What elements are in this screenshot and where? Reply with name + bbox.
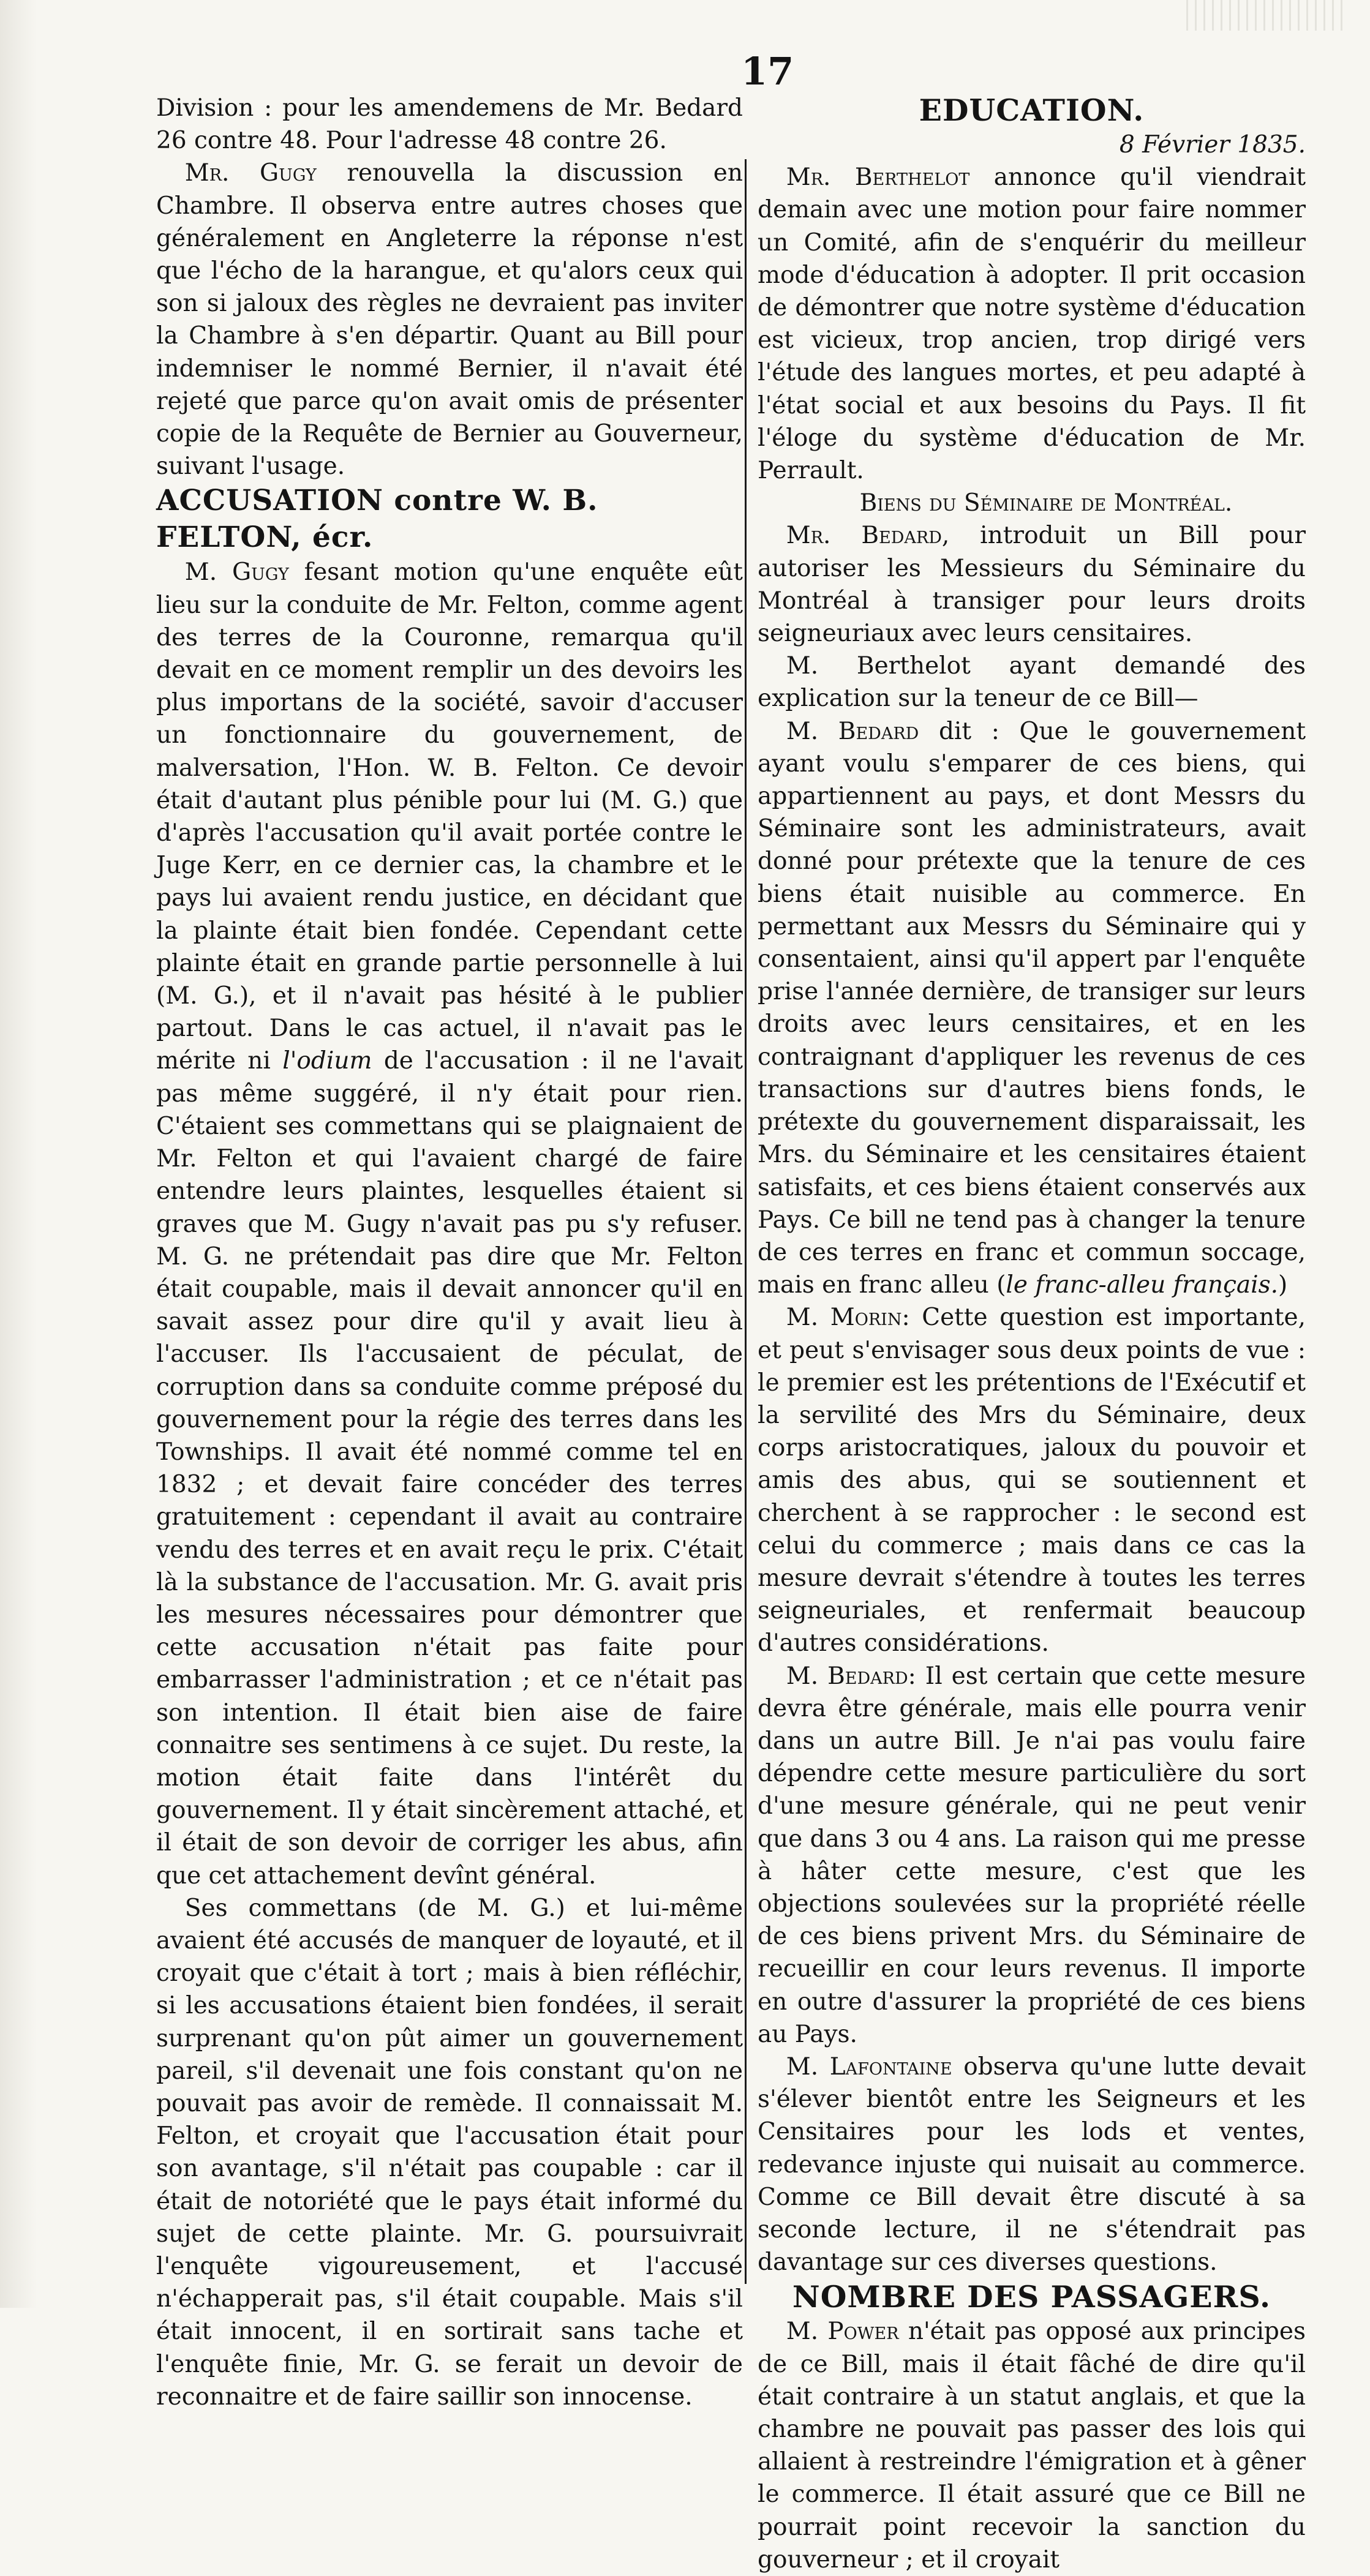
column-divider	[745, 159, 747, 2284]
seminaire-subheading: Biens du Séminaire de Montréal.	[859, 489, 1233, 517]
page-number: 17	[741, 49, 794, 94]
speaker-bedard-2: M. Bedard	[786, 717, 919, 745]
bedard-paragraph-2	[758, 715, 1306, 1302]
bedard3-text: : Il est certain que cette mesure devra être générale, mais elle pourra venir dans un autre Bill. Je n'ai pas voulu faire dépendre cette mesure particulière du sort d'une mesure générale, qui ne peut venir que dans 3 ou 4 ans. La raison qui me presse à hâter cette mesure, c'est que les objections soulevées sur la propriété réelle de ces biens privent Mrs. du Séminaire de recueillir en cour leurs revenus. Il importe en outre d'assurer la propriété de ces biens au Pays.	[758, 1662, 1306, 2048]
power-text: n'était pas opposé aux principes de ce Bill, mais il était fâché de dire qu'il était contraire à un statut anglais, et que la chambre ne pouvait pas passer des lois qui allaient à restreindre l'émigration et à gêner le commerce. Il était assuré que ce Bill ne pourrait point recevoir la sanction du gouverneur ; et il croyait	[758, 2318, 1306, 2574]
passagers-heading: NOMBRE DES PASSAGERS.	[792, 2279, 1271, 2315]
speaker-power: M. Power	[786, 2318, 899, 2346]
bedard2-text: dit : Que le gouvernement ayant voulu s'emparer de ces biens, qui appartiennent au pays, et dont Messrs du Séminaire sont les administrateurs, avait donné pour prétexte que la tenure de ces biens était nuisible au commerce. En permettant aux Messrs du Séminaire qui y consentaient, ainsi qu'il appert par l'enquête prise l'année dernière, de transiger sur leurs droits avec leurs censitaires, et en les contraignant d'appliquer les revenus de ces transactions sur d'autres biens fonds, le prétexte du gouvernement disparaissait, les Mrs. du Séminaire et les censitaires étaient satisfaits, et ces biens étaient conservés aux Pays. Ce bill ne tend pas à changer la tenure de ces terres en franc et commun soccage, mais en franc alleu (	[758, 717, 1306, 1299]
lafontaine-text: observa qu'une lutte devait s'élever bientôt entre les Seigneurs et les Censitaires pour les lods et ventes, redevance injuste qui nuisait au commerce. Comme ce Bill devait être discuté à sa seconde lecture, il ne s'étendrait pas davantage sur ces diverses questions.	[758, 2052, 1306, 2277]
bedard-paragraph-3	[758, 1660, 1306, 2051]
scan-speckle	[1186, 0, 1346, 31]
bedard1-text: introduit un Bill pour autoriser les Messieurs du Séminaire du Montréal à transiger pour leurs droits seigneuriaux avec leurs censitaires.	[758, 522, 1306, 648]
bedard-paragraph-1	[758, 519, 1306, 650]
scan-edge-shadow	[0, 0, 37, 2308]
education-heading: EDUCATION.	[919, 92, 1145, 128]
speaker-berthelot: Mr. Berthelot	[786, 163, 970, 192]
lafontaine-paragraph	[758, 2051, 1306, 2278]
left-column	[156, 92, 743, 2411]
felton-accusation-heading: ACCUSATION contre W. B. FELTON, écr.	[156, 484, 598, 555]
gugy-intro-text: renouvella la discussion en Chambre. Il observa entre autres choses que généralement en Angleterre la réponse n'est que l'écho de la harangue, et qu'alors ceux qui son si jaloux des règles ne devraient pas inviter la Chambre à s'en départir. Quant au Bill pour indemniser le nommé Bernier, il n'avait été rejeté que parce qu'on avait omis de présenter copie de la Requête de Bernier au Gouverneur, suivant l'usage.	[156, 159, 743, 481]
felton-paragraph-1	[156, 556, 743, 1891]
education-date: 8 Février 1835.	[1119, 131, 1306, 159]
felton-p1-text2: de l'accusation : il ne l'avait pas même suggéré, il n'y était pour rien. C'étaient ses commettans qui se plaignaient de Mr. Felton et qui l'avaient chargé de faire entendre leurs plaintes, lesquelles étaient si graves que M. Gugy n'avait pas pu s'y refuser. M. G. ne prétendait pas dire que Mr. Felton était coupable, mais il devait annoncer qu'il en savait assez pour dire qu'il y avait lieu à l'accuser. Ils l'accusaient de péculat, de corruption dans sa conduite comme préposé du gouvernement pour la régie des terres dans les Townships. Il avait été nommé comme tel en 1832 ; et devait faire concéder des terres gratuitement : cependant il avait au contraire vendu des terres et en avait reçu le prix. C'était là la substance de l'accusation. Mr. G. avait pris les mesures nécessaires pour démontrer que cette accusation n'était pas faite pour embarrasser l'administration ; et ce n'était pas son intention. Il était bien aise de faire connaitre ses sentimens à ce sujet. Du reste, la motion était faite dans l'intérêt du gouvernement. Il y était sincèrement attaché, et il était de son devoir de corriger les abus, afin que cet attachement devînt général.	[156, 1047, 743, 1890]
speaker-bedard: Mr. Bedard,	[786, 522, 950, 550]
speaker-gugy: Mr. Gugy	[184, 159, 317, 187]
berthelot-paragraph	[758, 161, 1306, 487]
berthelot-text: annonce qu'il viendrait demain avec une motion pour faire nommer un Comité, afin de s'enquérir du meilleur mode d'éducation à adopter. Il prit occasion de démontrer que notre système d'éducation est vicieux, trop ancien, trop dirigé vers l'étude des langues mortes, et peu adapté à l'état social et aux besoins du Pays. Il fit l'éloge du système d'éducation de Mr. Perrault.	[758, 163, 1306, 485]
bedard2-italic: le franc-alleu français.	[1006, 1271, 1279, 1299]
right-column	[750, 92, 1306, 2574]
felton-p1-odium: l'odium	[282, 1047, 372, 1075]
felton-p1-text: fesant motion qu'une enquête eût lieu sur la conduite de Mr. Felton, comme agent des terres de la Couronne, remarqua qu'il devait en ce moment remplir un des devoirs les plus importans de la société, savoir d'accuser un fonctionnaire du gouvernement, de malversation, l'Hon. W. B. Felton. Ce devoir était d'autant plus pénible pour lui (M. G.) que d'après l'accusation qu'il avait portée contre le Juge Kerr, en ce dernier cas, la chambre et le pays lui avaient rendu justice, en décidant que la plainte était bien fondée. Cependant cette plainte était en grande partie personnelle à lui (M. G.), et il n'avait pas hésité à le publier partout. Dans le cas actuel, il n'avait pas le mérite ni	[156, 558, 743, 1075]
felton-paragraph-2: Ses commettans (de M. G.) et lui-même avaient été accusés de manquer de loyauté, et il croyait que c'était à tort ; mais à bien réfléchir, si les accusations étaient bien fondées, il serait surprenant qu'on pût aimer un gouvernement pareil, s'il devenait une fois constant qu'on ne pouvait pas avoir de remède. Il connaissait M. Felton, et croyait que l'accusation était pour son avantage, s'il n'était pas coupable : car il était de notoriété que le pays était informé du sujet de cette plainte. Mr. G. poursuivrait l'enquête vigoureusement, et l'accusé n'échapperait pas, s'il était coupable. Mais s'il était innocent, il en sortirait sans tache et l'enquête finie, Mr. G. se ferait un devoir de reconnaitre et de faire saillir son innocense.	[156, 1894, 743, 2411]
power-paragraph	[758, 2315, 1306, 2576]
berthelot-paragraph-2: M. Berthelot ayant demandé des explication sur la teneur de ce Bill—	[758, 652, 1306, 713]
speaker-gugy-2: M. Gugy	[184, 558, 289, 587]
morin-text: : Cette question est importante, et peut s'envisager sous deux points de vue : le premier est les prétentions de l'Exécutif et la servilité des Mrs du Séminaire, deux corps aristocratiques, jaloux du pouvoir et amis des abus, qui se soutiennent et cherchent à se rapprocher : le second est celui du commerce ; mais dans ce cas la mesure devrait s'étendre à toutes les terres seigneuriales, et renfermait beaucoup d'autres considérations.	[758, 1304, 1306, 1658]
speaker-lafontaine: M. Lafontaine	[786, 2052, 952, 2081]
gugy-intro-paragraph	[156, 157, 743, 483]
speaker-bedard-3: M. Bedard	[786, 1662, 908, 1690]
morin-paragraph	[758, 1301, 1306, 1659]
speaker-morin: M. Morin	[786, 1304, 902, 1332]
bedard2-close: )	[1278, 1271, 1288, 1299]
division-vote: Division : pour les amendemens de Mr. Bedard 26 contre 48. Pour l'adresse 48 contre 26.	[156, 94, 743, 155]
